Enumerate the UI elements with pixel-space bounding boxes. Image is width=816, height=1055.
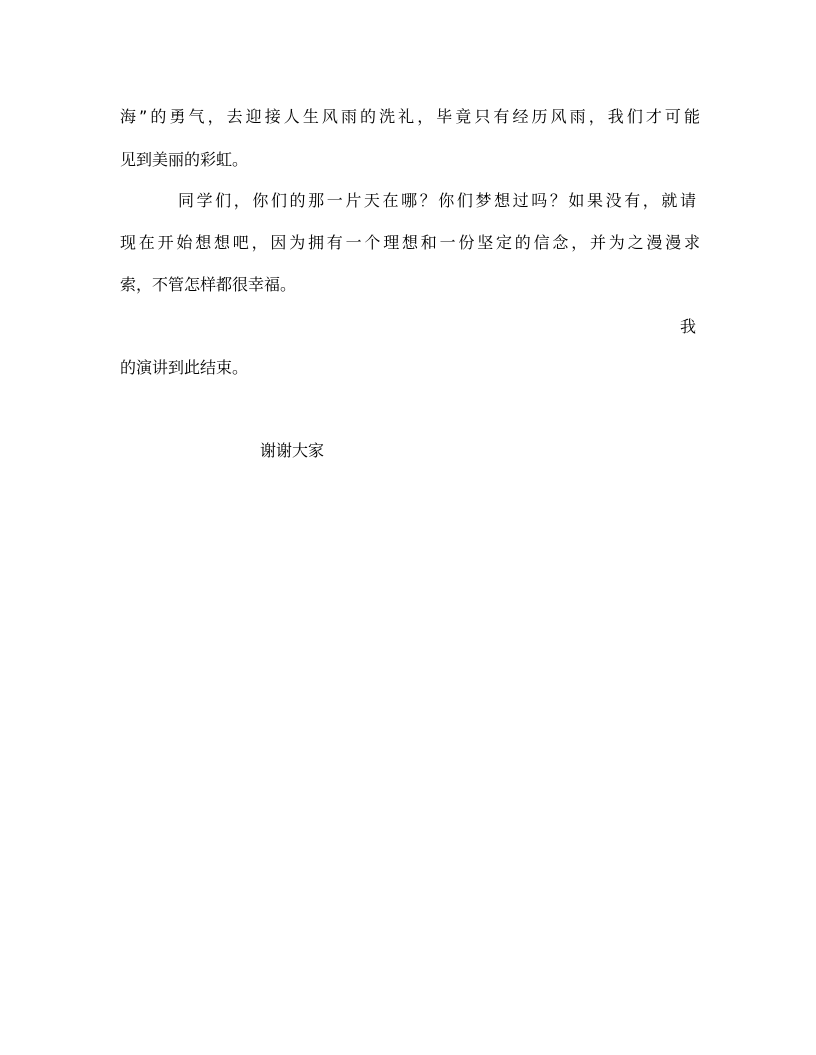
paragraph-line-2: 见到美丽的彩虹。 [120, 150, 249, 169]
closing-text: 谢谢大家 [260, 441, 325, 460]
paragraph-line-6: 我 [679, 317, 696, 336]
paragraph-line-4: 现在开始想想吧，因为拥有一个理想和一份坚定的信念，并为之漫漫求 [120, 233, 700, 252]
paragraph-line-7: 的演讲到此结束。 [120, 358, 249, 377]
paragraph-line-5: 索，不管怎样都很幸福。 [120, 275, 297, 294]
paragraph-line-3: 同学们，你们的那一片天在哪？你们梦想过吗？如果没有，就请 [178, 191, 696, 210]
paragraph-line-1: 海”的勇气，去迎接人生风雨的洗礼，毕竟只有经历风雨，我们才可能 [120, 107, 700, 126]
